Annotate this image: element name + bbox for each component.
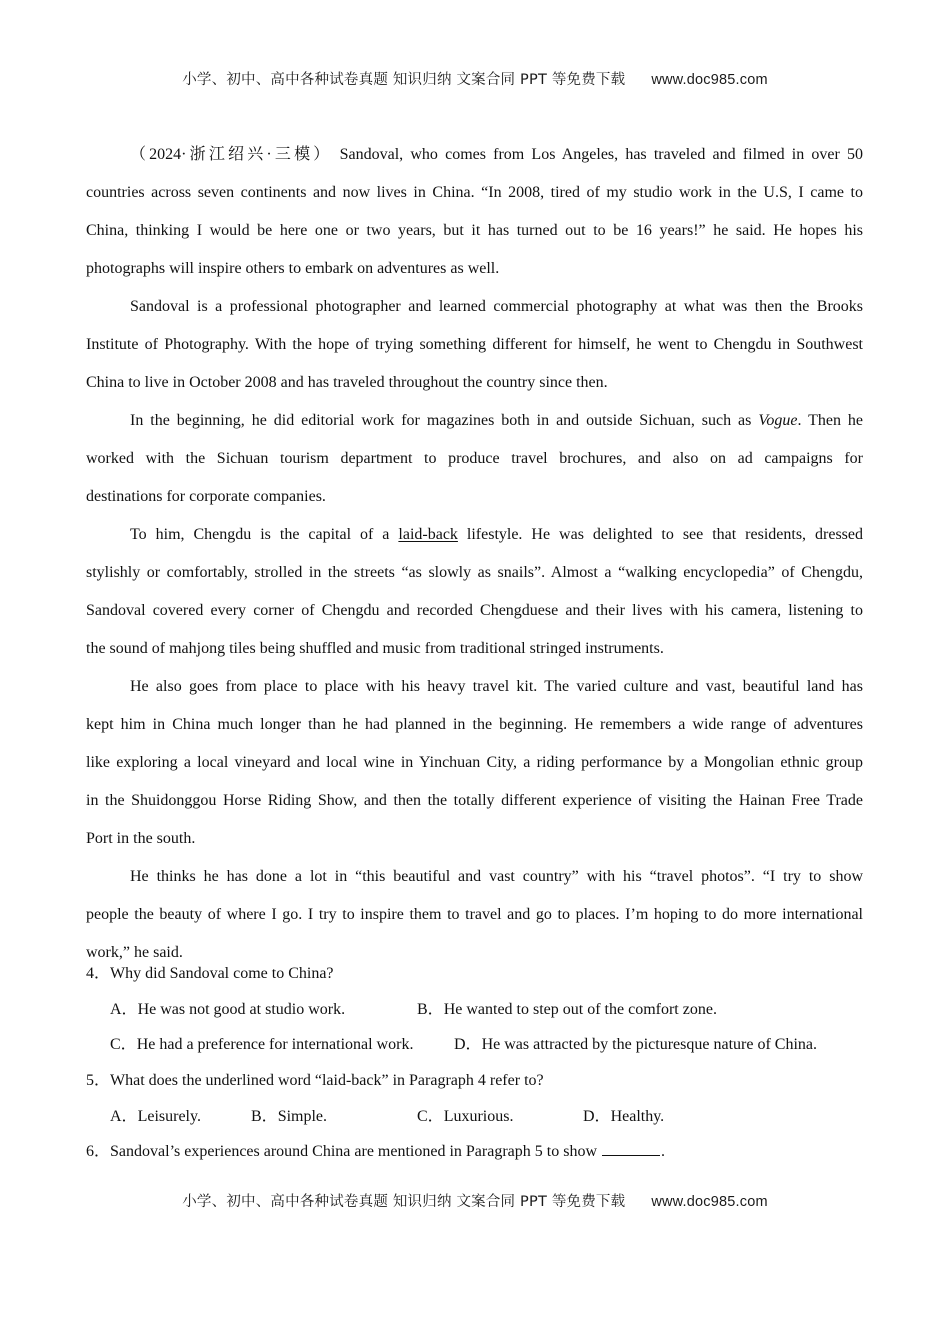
paragraph-line: China, thinking I would be here one or two years, but it has turned out to be 16 years!” he said. He hopes his: [86, 222, 863, 239]
footer-text: 小学、初中、高中各种试卷真题 知识归纳 文案合同 PPT 等免费下载: [182, 1194, 626, 1210]
paragraph-1: [86, 136, 863, 288]
paragraph-line: [86, 516, 863, 554]
option-label: D．: [454, 1036, 482, 1053]
line-text: In the beginning, he did editorial work for magazines both in and outside Sichuan, such as: [130, 412, 759, 429]
paragraph-2: [86, 288, 863, 402]
question-6-stem: [86, 1134, 665, 1170]
paragraph-line: countries across seven continents and now lives in China. “In 2008, tired of my studio work in the U.S, I came to: [86, 184, 863, 201]
paragraph-4: [86, 516, 863, 668]
option-text: He was not good at studio work.: [137, 1001, 346, 1018]
option-label: A．: [110, 1001, 138, 1018]
paragraph-line: Sandoval is a professional photographer and learned commercial photography at what was then the Brooks: [130, 298, 863, 315]
paragraph-line: kept him in China much longer than he had planned in the beginning. He remembers a wide range of adventures: [86, 716, 863, 733]
paragraph-line: Sandoval covered every corner of Chengdu and recorded Chengduese and their lives with his camera, listening to: [86, 602, 863, 619]
footer-site-link[interactable]: www.doc985.com: [651, 1194, 768, 1210]
option-label: D．: [583, 1108, 611, 1125]
paragraph-6: [86, 858, 863, 972]
question-4-option-a[interactable]: [110, 992, 345, 1028]
question-text: Why did Sandoval come to China?: [110, 965, 334, 982]
question-5-stem: [86, 1063, 544, 1099]
paragraph-line: destinations for corporate companies.: [86, 488, 326, 505]
answer-blank[interactable]: [602, 1141, 660, 1156]
reading-passage: [86, 136, 863, 972]
question-number: 4．: [86, 965, 111, 982]
paragraph-line: [86, 136, 863, 174]
option-label: C．: [417, 1108, 444, 1125]
question-5-option-a[interactable]: [110, 1099, 201, 1135]
paragraph-line: Port in the south.: [86, 830, 196, 847]
underlined-word: laid-back: [398, 526, 458, 543]
paragraph-line: people the beauty of where I go. I try to inspire them to travel and go to places. I’m hoping to do more international: [86, 906, 863, 923]
question-text: What does the underlined word “laid-back” in Paragraph 4 refer to?: [110, 1072, 544, 1089]
paragraph-line: the sound of mahjong tiles being shuffled and music from traditional stringed instruments.: [86, 640, 664, 657]
page-header: [0, 68, 950, 89]
question-number: 6．: [86, 1143, 111, 1160]
option-text: Simple.: [277, 1108, 328, 1125]
paragraph-line: Institute of Photography. With the hope of trying something different for himself, he went to Chengdu in Southwest: [86, 336, 863, 353]
question-4-option-c[interactable]: [110, 1027, 413, 1063]
header-text: 小学、初中、高中各种试卷真题 知识归纳 文案合同 PPT 等免费下载: [182, 72, 626, 88]
paragraph-line: He also goes from place to place with his heavy travel kit. The varied culture and vast, beautiful land has: [130, 678, 863, 695]
question-4-stem: [86, 956, 334, 992]
question-text: Sandoval’s experiences around China are mentioned in Paragraph 5 to show: [110, 1143, 597, 1160]
paragraph-line: work,” he said.: [86, 944, 183, 961]
line-text: . Then he: [797, 412, 864, 429]
paragraph-5: [86, 668, 863, 858]
magazine-title: Vogue: [758, 412, 798, 429]
question-text-end: .: [661, 1143, 665, 1160]
paragraph-line: photographs will inspire others to embark on adventures as well.: [86, 260, 500, 277]
option-text: He was attracted by the picturesque nature of China.: [481, 1036, 817, 1053]
paragraph-3: [86, 402, 863, 516]
line-text: To him, Chengdu is the capital of a: [130, 526, 399, 543]
paragraph-line: in the Shuidonggou Horse Riding Show, and then the totally different experience of visiting the Hainan Free Trade: [86, 792, 863, 809]
option-label: B．: [417, 1001, 444, 1018]
paragraph-line: [86, 402, 863, 440]
question-number: 5．: [86, 1072, 111, 1089]
header-site-link[interactable]: www.doc985.com: [651, 72, 768, 88]
option-label: B．: [251, 1108, 278, 1125]
question-4-option-b[interactable]: [417, 992, 717, 1028]
option-label: C．: [110, 1036, 137, 1053]
option-text: Healthy.: [610, 1108, 665, 1125]
paragraph-line: stylishly or comfortably, strolled in the streets “as slowly as snails”. Almost a “walking encyclopedia” of Chengdu,: [86, 564, 863, 581]
line-text: lifestyle. He was delighted to see that residents, dressed: [457, 526, 864, 543]
option-text: Luxurious.: [443, 1108, 514, 1125]
paragraph-line: He thinks he has done a lot in “this beautiful and vast country” with his “travel photos”. “I try to show: [130, 868, 863, 885]
page-footer: [0, 1190, 950, 1211]
line-text: Sandoval, who comes from Los Angeles, has traveled and filmed in over 50: [332, 146, 863, 163]
option-text: He had a preference for international work.: [136, 1036, 414, 1053]
option-label: A．: [110, 1108, 138, 1125]
source-tag: （2024·浙江绍兴·三模）: [130, 146, 333, 163]
question-5-option-b[interactable]: [251, 1099, 327, 1135]
question-4-option-d[interactable]: [454, 1027, 817, 1063]
question-5-option-c[interactable]: [417, 1099, 513, 1135]
option-text: Leisurely.: [137, 1108, 201, 1125]
paragraph-line: worked with the Sichuan tourism department to produce travel brochures, and also on ad campaigns for: [86, 450, 863, 467]
paragraph-line: like exploring a local vineyard and local wine in Yinchuan City, a riding performance by a Mongolian ethnic group: [86, 754, 863, 771]
paragraph-line: China to live in October 2008 and has traveled throughout the country since then.: [86, 374, 608, 391]
question-5-option-d[interactable]: [583, 1099, 664, 1135]
option-text: He wanted to step out of the comfort zone.: [443, 1001, 717, 1018]
